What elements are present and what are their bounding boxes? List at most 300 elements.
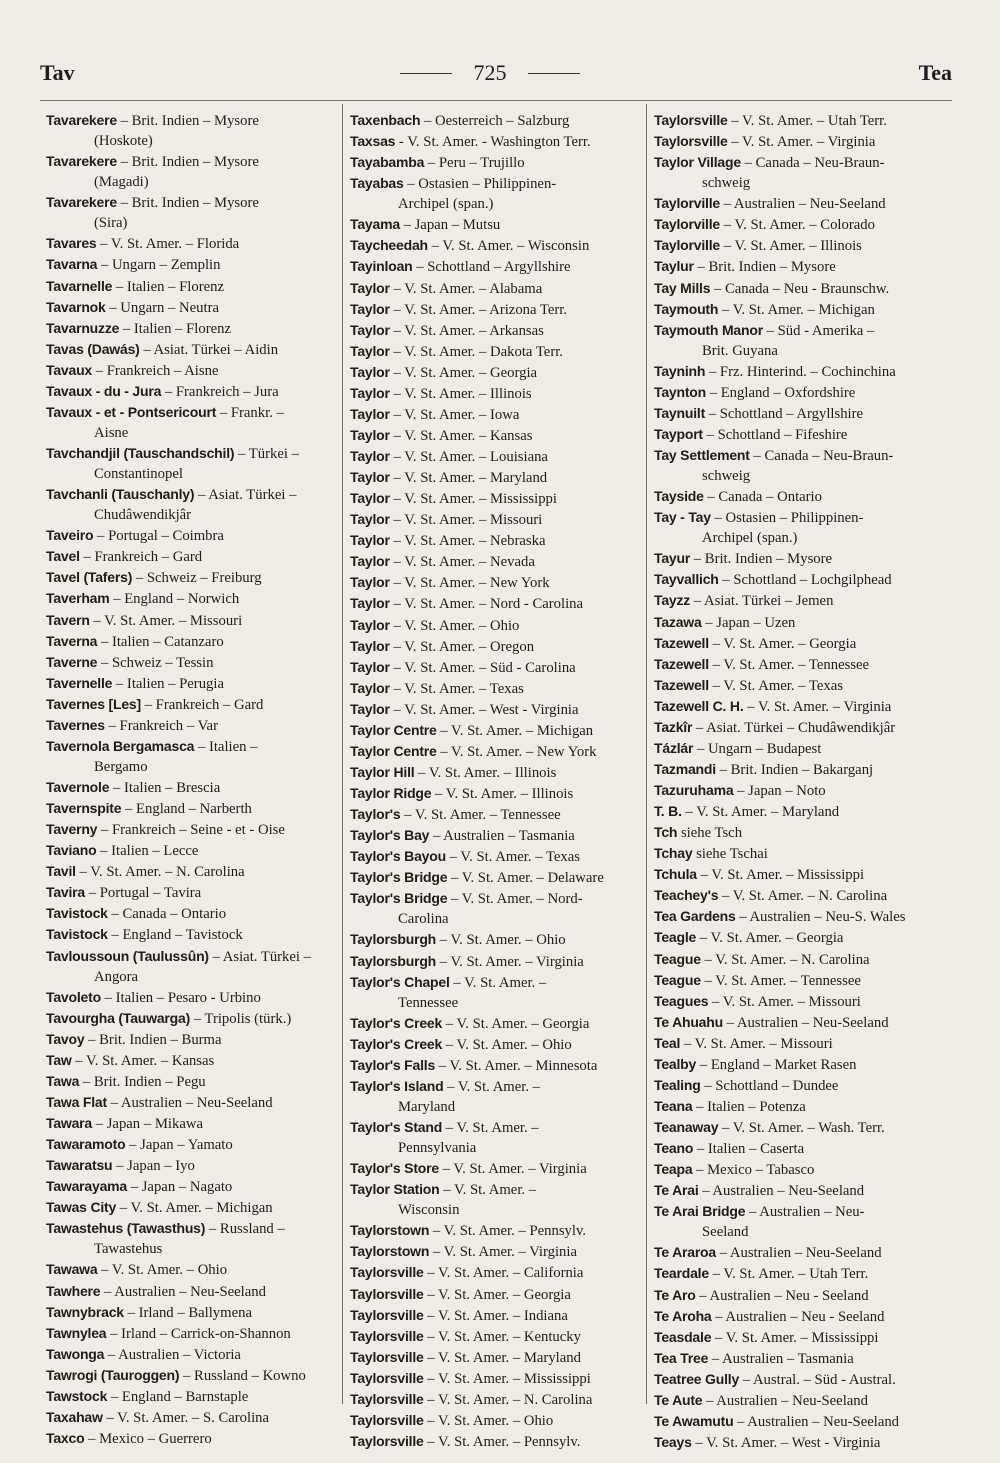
place-name: Taylor bbox=[350, 532, 390, 549]
gazetteer-entry bbox=[654, 885, 952, 906]
place-location: – Schottland – Dundee bbox=[700, 1077, 839, 1094]
place-location: – V. St. Amer. – N. Carolina bbox=[718, 888, 888, 905]
place-name: Taynuilt bbox=[654, 404, 706, 421]
place-name: Taylor bbox=[350, 490, 390, 507]
place-name: Tawastehus (Tawasthus) bbox=[46, 1220, 206, 1237]
place-location: – Italien – Caserta bbox=[693, 1141, 805, 1158]
gazetteer-entry bbox=[654, 927, 952, 948]
place-location: – Brit. Indien – Mysore bbox=[116, 113, 259, 129]
entry-continuation bbox=[350, 993, 642, 1013]
place-location: – Schweiz – Tessin bbox=[97, 654, 214, 671]
place-location: – Italien – Florenz bbox=[119, 320, 231, 337]
gazetteer-entry bbox=[350, 467, 642, 488]
place-name: Tavistock bbox=[46, 926, 108, 943]
place-location: – V. St. Amer. – Illinois bbox=[720, 238, 862, 255]
gazetteer-entry bbox=[350, 762, 642, 783]
place-name: Taylor Hill bbox=[350, 763, 415, 780]
place-location: – V. St. Amer. – bbox=[439, 1182, 537, 1199]
place-location: – V. St. Amer. – Utah Terr. bbox=[708, 1266, 869, 1283]
gazetteer-entry bbox=[46, 1428, 338, 1449]
gazetteer-entry bbox=[46, 673, 338, 694]
gazetteer-entry bbox=[46, 861, 338, 882]
gazetteer-entry bbox=[350, 1389, 642, 1410]
place-name: Tavarekere bbox=[46, 194, 117, 211]
place-location: – Japan – Yamato bbox=[125, 1137, 233, 1154]
place-name: Tayama bbox=[350, 216, 400, 233]
place-name: Taylor bbox=[350, 553, 390, 570]
place-location: – V. St. Amer. – Georgia bbox=[442, 1015, 590, 1032]
place-location: – V. St. Amer. – Tennessee bbox=[400, 807, 561, 824]
entry-continuation-text: Tennessee bbox=[398, 994, 459, 1011]
place-location: – V. St. Amer. – Ohio bbox=[97, 1262, 228, 1279]
place-name: Tawstock bbox=[46, 1387, 108, 1404]
entry-continuation-text: Seeland bbox=[702, 1224, 749, 1241]
place-name: Taylorsburgh bbox=[350, 952, 437, 969]
place-name: Tavil bbox=[46, 863, 76, 880]
place-name: Taylorville bbox=[654, 237, 721, 254]
place-name: Tealing bbox=[654, 1076, 701, 1093]
place-name: Taylor bbox=[350, 616, 390, 633]
place-location: – Brit. Indien – Mysore bbox=[690, 551, 833, 568]
gazetteer-entry bbox=[350, 173, 642, 194]
place-name: Te Awamutu bbox=[654, 1412, 734, 1429]
place-name: Taylor's Bay bbox=[350, 827, 430, 844]
column-3 bbox=[654, 110, 952, 1451]
place-name: Taylorsville bbox=[654, 133, 728, 150]
entry-continuation-text: Archipel (span.) bbox=[702, 530, 798, 547]
gazetteer-entry bbox=[350, 509, 642, 530]
place-name: Taverny bbox=[46, 821, 98, 838]
place-name: Tavaux bbox=[46, 361, 93, 378]
place-location: – Australien – Neu-Seeland bbox=[100, 1283, 266, 1300]
place-location: – Portugal – Coimbra bbox=[93, 528, 224, 545]
place-location: – V. St. Amer. – bbox=[449, 974, 547, 991]
place-location: – Australien – Neu-Seeland bbox=[722, 1014, 889, 1031]
gazetteer-entry bbox=[654, 569, 952, 590]
place-name: Taylor's Stand bbox=[350, 1119, 443, 1135]
entry-continuation-text: (Hoskote) bbox=[94, 133, 153, 150]
gazetteer-entry bbox=[46, 631, 338, 652]
gazetteer-entry bbox=[46, 151, 338, 172]
place-name: Taylor bbox=[350, 279, 390, 296]
place-name: Taverham bbox=[46, 590, 110, 607]
gazetteer-entry bbox=[350, 1410, 642, 1431]
place-location: siehe Tsch bbox=[677, 825, 743, 842]
place-name: Tayvallich bbox=[654, 571, 719, 588]
place-location: – V. St. Amer. – Missouri bbox=[389, 512, 543, 529]
place-name: Tawa Flat bbox=[46, 1093, 107, 1110]
place-location: – Asiat. Türkei – Jemen bbox=[690, 593, 834, 610]
place-name: Taw bbox=[46, 1051, 72, 1068]
gazetteer-entry bbox=[46, 1344, 338, 1365]
place-name: Taylor bbox=[350, 469, 390, 486]
place-location: – V. St. Amer. – Kentucky bbox=[423, 1328, 581, 1345]
entry-continuation bbox=[46, 757, 338, 777]
gazetteer-entry bbox=[350, 446, 642, 467]
gazetteer-entry bbox=[46, 1197, 338, 1218]
place-name: Te Aro bbox=[654, 1286, 696, 1303]
place-name: Tay Mills bbox=[654, 279, 711, 296]
gazetteer-entry bbox=[654, 1159, 952, 1180]
gazetteer-entry bbox=[350, 1013, 642, 1034]
place-location: – Peru – Trujillo bbox=[424, 155, 525, 172]
place-name: Taverne bbox=[46, 653, 98, 670]
gazetteer-entry bbox=[654, 1012, 952, 1033]
place-name: Taxahaw bbox=[46, 1408, 103, 1425]
gazetteer-entry bbox=[654, 131, 952, 152]
gazetteer-entry bbox=[46, 924, 338, 945]
place-name: Tavarnuzze bbox=[46, 319, 120, 336]
place-location: – V. St. Amer. – Pennsylv. bbox=[429, 1223, 587, 1240]
gazetteer-entry bbox=[654, 1285, 952, 1306]
place-name: Taylorstown bbox=[350, 1243, 430, 1260]
page-header bbox=[0, 60, 1000, 90]
place-name: Tealby bbox=[654, 1055, 697, 1072]
place-location: – Russland – Kowno bbox=[179, 1367, 306, 1384]
gazetteer-entry bbox=[46, 694, 338, 715]
place-name: Taylorsville bbox=[350, 1432, 424, 1449]
entry-continuation bbox=[654, 341, 952, 361]
gazetteer-entry bbox=[654, 424, 952, 445]
place-name: Tavarekere bbox=[46, 112, 117, 128]
place-name: Tavernola Bergamasca bbox=[46, 737, 195, 754]
place-name: Taylorsville bbox=[350, 1327, 424, 1344]
place-name: Taylor bbox=[350, 426, 390, 443]
place-name: Tchula bbox=[654, 866, 697, 883]
gazetteer-entry bbox=[654, 278, 952, 299]
gazetteer-entry bbox=[350, 1326, 642, 1347]
place-name: Tavoleto bbox=[46, 988, 101, 1005]
entry-continuation bbox=[46, 131, 338, 151]
gazetteer-entry bbox=[654, 1263, 952, 1284]
place-name: Taymouth bbox=[654, 300, 719, 317]
place-name: Taylorville bbox=[654, 216, 721, 233]
place-name: Tayur bbox=[654, 550, 691, 567]
place-location: – Japan – Uzen bbox=[701, 614, 796, 631]
column-2 bbox=[350, 110, 642, 1450]
gazetteer-entry bbox=[654, 906, 952, 927]
place-name: Taylor bbox=[350, 637, 390, 654]
place-name: Tavarekere bbox=[46, 153, 117, 170]
place-name: Taylor's Chapel bbox=[350, 973, 450, 990]
place-location: – V. St. Amer. – N. Carolina bbox=[700, 951, 870, 968]
place-location: – Japan – Mikawa bbox=[92, 1116, 203, 1132]
place-location: – Ungarn – Budapest bbox=[693, 740, 822, 757]
gazetteer-entry bbox=[46, 1407, 338, 1428]
place-name: Taylor Centre bbox=[350, 742, 437, 759]
gazetteer-entry bbox=[46, 715, 338, 736]
place-location: – Canada – Neu - Braunschw. bbox=[710, 280, 890, 297]
gazetteer-entry bbox=[350, 846, 642, 867]
place-location: – Japan – Mutsu bbox=[399, 217, 501, 234]
place-name: Tay - Tay bbox=[654, 509, 711, 526]
gazetteer-entry bbox=[46, 946, 338, 967]
gazetteer-entry bbox=[46, 882, 338, 903]
place-name: Tayport bbox=[654, 425, 703, 442]
place-name: Taylor bbox=[350, 300, 390, 317]
place-name: Taymouth Manor bbox=[654, 321, 763, 338]
gazetteer-entry bbox=[654, 110, 952, 131]
place-name: Taylor's Bridge bbox=[350, 869, 448, 886]
entry-continuation-text: Aisne bbox=[94, 424, 129, 441]
header-left-keyword: Tav bbox=[40, 60, 75, 85]
gazetteer-entry bbox=[46, 1092, 338, 1113]
place-location: – V. St. Amer. – Delaware bbox=[447, 870, 604, 887]
gazetteer-entry bbox=[350, 152, 642, 173]
place-name: Tázlár bbox=[654, 739, 694, 756]
place-location: – Australien – Neu - Seeland bbox=[695, 1287, 869, 1304]
gazetteer-entry bbox=[46, 1155, 338, 1176]
place-location: – V. St. Amer. – Texas bbox=[708, 677, 843, 694]
place-location: – V. St. Amer. – Missouri bbox=[89, 612, 243, 629]
place-location: – Australien – Victoria bbox=[104, 1346, 241, 1363]
gazetteer-entry bbox=[350, 214, 642, 235]
gazetteer-entry bbox=[654, 675, 952, 696]
gazetteer-entry bbox=[46, 1176, 338, 1197]
place-name: Taylorsville bbox=[350, 1285, 424, 1302]
entry-continuation bbox=[654, 528, 952, 548]
place-location: – V. St. Amer. – Nord - Carolina bbox=[389, 596, 584, 613]
place-location: – Brit. Indien – Burma bbox=[84, 1031, 222, 1048]
place-name: Tavernes bbox=[46, 716, 105, 733]
place-name: Tavernspite bbox=[46, 800, 122, 817]
place-location: – V. St. Amer. – New York bbox=[436, 743, 597, 760]
entry-continuation bbox=[350, 194, 642, 214]
gazetteer-entry bbox=[46, 1259, 338, 1280]
gazetteer-entry bbox=[654, 654, 952, 675]
place-location: – V. St. Amer. – Iowa bbox=[389, 406, 520, 423]
entry-continuation-text: Bergamo bbox=[94, 758, 148, 775]
place-location: – V. St. Amer. – Virginia bbox=[438, 1161, 587, 1178]
place-name: Teano bbox=[654, 1140, 694, 1157]
place-location: – Italien – Potenza bbox=[692, 1098, 806, 1115]
place-name: Tazawa bbox=[654, 613, 702, 630]
place-name: Tay Settlement bbox=[654, 447, 750, 463]
place-name: Tavchanli (Tauschanly) bbox=[46, 486, 195, 503]
place-name: Te Arai bbox=[654, 1182, 699, 1199]
place-name: Tavarnelle bbox=[46, 277, 113, 294]
gazetteer-entry bbox=[654, 548, 952, 569]
place-location: – Schottland – Lochgilphead bbox=[718, 572, 892, 589]
gazetteer-entry bbox=[46, 254, 338, 275]
gazetteer-entry bbox=[46, 1050, 338, 1071]
place-location: – V. St. Amer. – New York bbox=[389, 575, 550, 592]
gazetteer-entry bbox=[46, 840, 338, 861]
place-name: Taylorsville bbox=[654, 112, 728, 128]
place-name: Taylorsville bbox=[350, 1390, 424, 1407]
gazetteer-entry bbox=[350, 1034, 642, 1055]
place-location: – Frankreich – Gard bbox=[140, 696, 264, 713]
place-name: Tch bbox=[654, 824, 678, 841]
place-location: – V. St. Amer. – Michigan bbox=[436, 722, 594, 739]
place-location: – Russland – bbox=[205, 1221, 285, 1238]
place-name: Tawarayama bbox=[46, 1178, 128, 1195]
place-name: Tazmandi bbox=[654, 760, 716, 777]
place-name: Te Aroha bbox=[654, 1307, 712, 1324]
gazetteer-entry bbox=[350, 1241, 642, 1262]
gazetteer-entry bbox=[654, 445, 952, 466]
place-location: – V. St. Amer. – Wisconsin bbox=[427, 238, 590, 255]
gazetteer-entry bbox=[350, 1368, 642, 1389]
place-location: siehe Tschai bbox=[692, 846, 768, 863]
place-name: Tavarna bbox=[46, 256, 98, 273]
place-location: – England – Barnstaple bbox=[107, 1388, 249, 1405]
place-location: – Japan – Nagato bbox=[127, 1179, 233, 1196]
place-location: – Portugal – Tavira bbox=[85, 885, 202, 902]
place-location: – Canada – Neu-Braun- bbox=[740, 155, 885, 172]
entry-continuation-text: Carolina bbox=[398, 911, 449, 928]
place-name: Taylor bbox=[350, 405, 390, 422]
entry-continuation bbox=[46, 967, 338, 987]
place-name: Tayabas bbox=[350, 175, 404, 192]
gazetteer-entry bbox=[46, 610, 338, 631]
place-location: – V. St. Amer. – Georgia bbox=[708, 635, 857, 652]
gazetteer-entry bbox=[350, 972, 642, 993]
place-location: – V. St. Amer. – Florida bbox=[96, 236, 240, 253]
place-location: – Australien – Neu-Seeland bbox=[716, 1245, 882, 1262]
place-location: – V. St. Amer. – Pennsylv. bbox=[423, 1433, 581, 1450]
place-name: Taylor's Creek bbox=[350, 1014, 443, 1031]
place-name: Tavaux - et - Pontsericourt bbox=[46, 403, 217, 420]
place-name: Taylor Village bbox=[654, 154, 741, 171]
place-location: – Frankr. – bbox=[216, 404, 284, 421]
place-location: – Asiat. Türkei – Chudâwendikjâr bbox=[692, 719, 896, 736]
place-location: - V. St. Amer. - Washington Terr. bbox=[395, 134, 591, 151]
place-name: T. B. bbox=[654, 803, 682, 820]
place-location: – V. St. Amer. – Dakota Terr. bbox=[389, 343, 563, 360]
gazetteer-entry bbox=[350, 720, 642, 741]
place-name: Taycheedah bbox=[350, 237, 428, 254]
place-name: Teatree Gully bbox=[654, 1370, 740, 1387]
place-name: Teanaway bbox=[654, 1119, 719, 1135]
entry-continuation bbox=[350, 1138, 642, 1158]
place-location: – V. St. Amer. – Mississippi bbox=[389, 491, 557, 508]
place-location: – V. St. Amer. – West - Virginia bbox=[691, 1434, 881, 1451]
place-location: – Australien – Neu-Seeland bbox=[733, 1413, 900, 1430]
place-location: – Ungarn – Neutra bbox=[105, 299, 219, 316]
gazetteer-entry bbox=[654, 1075, 952, 1096]
place-name: Taylorsville bbox=[350, 1369, 424, 1386]
gazetteer-entry bbox=[654, 717, 952, 738]
gazetteer-entry bbox=[46, 276, 338, 297]
place-name: Taylor's Island bbox=[350, 1077, 444, 1094]
gazetteer-entry bbox=[654, 1096, 952, 1117]
place-location: – Süd - Amerika – bbox=[762, 322, 875, 339]
place-location: – V. St. Amer. – Georgia bbox=[696, 930, 844, 947]
gazetteer-entry bbox=[46, 1029, 338, 1050]
place-location: – Australien – Neu - Seeland bbox=[711, 1308, 885, 1325]
gazetteer-entry bbox=[654, 801, 952, 822]
place-location: – V. St. Amer. – Georgia bbox=[423, 1286, 571, 1303]
place-location: – V. St. Amer. – Nord- bbox=[447, 891, 583, 908]
gazetteer-entry bbox=[654, 780, 952, 801]
gazetteer-entry bbox=[46, 360, 338, 381]
place-name: Taylor bbox=[350, 574, 390, 591]
place-name: Tawonga bbox=[46, 1345, 105, 1362]
place-location: – V. St. Amer. – N. Carolina bbox=[423, 1391, 593, 1408]
place-name: Teana bbox=[654, 1097, 693, 1114]
header-rule bbox=[40, 100, 952, 101]
gazetteer-entry bbox=[350, 593, 642, 614]
place-name: Te Arai Bridge bbox=[654, 1203, 746, 1220]
place-location: – V. St. Amer. – Colorado bbox=[720, 217, 875, 234]
place-name: Tchay bbox=[654, 845, 693, 862]
place-name: Taxenbach bbox=[350, 112, 421, 128]
place-location: – England – Tavistock bbox=[107, 927, 243, 944]
place-location: – Italien – Catanzaro bbox=[97, 633, 224, 650]
place-location: – Irland – Carrick-on-Shannon bbox=[106, 1325, 291, 1342]
place-location: – V. St. Amer. – Illinois bbox=[431, 786, 574, 802]
place-name: Teal bbox=[654, 1034, 681, 1051]
gazetteer-entry bbox=[350, 1284, 642, 1305]
entry-continuation bbox=[350, 909, 642, 929]
place-name: Teagues bbox=[654, 992, 709, 1009]
gazetteer-entry bbox=[46, 777, 338, 798]
place-name: Teasdale bbox=[654, 1328, 712, 1345]
place-location: – Frankreich – Aisne bbox=[92, 362, 219, 379]
place-name: Taylor bbox=[350, 448, 390, 464]
gazetteer-entry bbox=[654, 1390, 952, 1411]
place-name: Tawrogi (Tauroggen) bbox=[46, 1366, 180, 1383]
gazetteer-entry bbox=[350, 825, 642, 846]
place-name: Tazuruhama bbox=[654, 782, 734, 798]
gazetteer-entry bbox=[350, 341, 642, 362]
place-location: – V. St. Amer. – bbox=[442, 1120, 539, 1136]
gazetteer-entry bbox=[350, 867, 642, 888]
gazetteer-entry bbox=[350, 951, 642, 972]
place-name: Taylorsburgh bbox=[350, 931, 437, 948]
place-location: – V. St. Amer. – Ohio bbox=[423, 1412, 554, 1429]
gazetteer-entry bbox=[654, 299, 952, 320]
place-name: Taylor bbox=[350, 321, 390, 338]
place-location: – Brit. Indien – Bakarganj bbox=[715, 761, 874, 778]
place-name: Taylor bbox=[350, 363, 390, 380]
gazetteer-entry bbox=[654, 843, 952, 864]
gazetteer-entry bbox=[654, 1054, 952, 1075]
place-location: – Asiat. Türkei – bbox=[208, 948, 312, 965]
gazetteer-entry bbox=[46, 546, 338, 567]
entry-continuation bbox=[46, 213, 338, 233]
place-location: – Australien – Neu-Seeland bbox=[106, 1094, 273, 1111]
entry-continuation bbox=[350, 1200, 642, 1220]
place-location: – V. St. Amer. – Alabama bbox=[389, 280, 543, 297]
gazetteer-entry bbox=[350, 657, 642, 678]
gazetteer-entry bbox=[350, 678, 642, 699]
gazetteer-entry bbox=[350, 1431, 642, 1452]
place-location: – England – Narberth bbox=[121, 801, 252, 818]
place-location: – Mexico – Guerrero bbox=[84, 1430, 212, 1447]
place-name: Taylor's bbox=[350, 806, 401, 823]
place-location: – Schottland – Fifeshire bbox=[702, 426, 848, 443]
place-name: Taylur bbox=[654, 258, 694, 275]
place-name: Tea Tree bbox=[654, 1349, 709, 1366]
place-location: – Italien – Pesaro - Urbino bbox=[100, 989, 261, 1006]
place-location: – V. St. Amer. – S. Carolina bbox=[102, 1409, 270, 1426]
place-name: Tavourgha (Tauwarga) bbox=[46, 1009, 191, 1026]
place-location: – V. St. Amer. – Illinois bbox=[389, 385, 532, 402]
place-name: Tawa bbox=[46, 1072, 80, 1089]
gazetteer-entry bbox=[350, 1055, 642, 1076]
place-location: – V. St. Amer. – West - Virginia bbox=[389, 701, 579, 718]
place-location: – V. St. Amer. – Utah Terr. bbox=[727, 113, 887, 129]
gazetteer-entry bbox=[654, 1180, 952, 1201]
place-location: – Frankreich – Gard bbox=[79, 549, 203, 566]
gazetteer-entry bbox=[654, 1348, 952, 1369]
place-name: Teays bbox=[654, 1433, 692, 1450]
place-name: Te Araroa bbox=[654, 1244, 716, 1261]
place-location: – V. St. Amer. – Illinois bbox=[414, 764, 557, 781]
gazetteer-entry bbox=[654, 590, 952, 611]
